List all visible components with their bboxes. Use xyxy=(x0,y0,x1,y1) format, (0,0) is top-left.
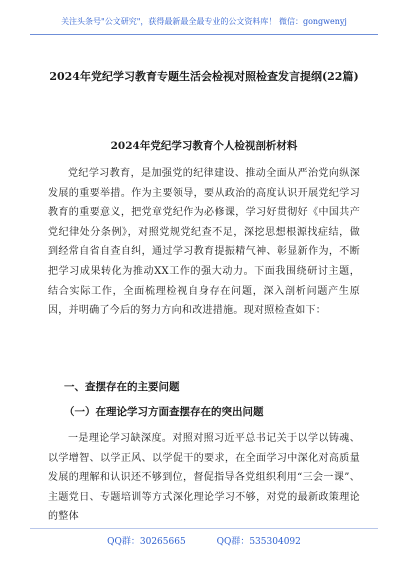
header-divider xyxy=(30,34,378,35)
footer-qq-group-1: QQ群：30265665 xyxy=(107,537,186,547)
section-paragraph: 一是理论学习缺深度。对照对照习近平总书记关于以学以铸魂、以学增智、以学正风、以学促干的要求，在全面学习中深化对高质量发展的理解和认识还不够到位，督促指导各党组织利用“三会一课”、主题党日、专题培训等方式深化理论学习不够，对党的最新政策理论的整体 xyxy=(48,433,360,523)
problems-section xyxy=(48,429,360,527)
header-promo-text: 关注头条号"公文研究"，获得最新最全最专业的公文资料库！ 微信：gongwenyj xyxy=(61,17,347,26)
subsection-heading: （一）在理论学习方面查摆存在的突出问题 xyxy=(64,406,264,418)
intro-section xyxy=(48,164,360,321)
intro-paragraph: 党纪学习教育，是加强党的纪律建设、推动全面从严治党向纵深发展的重要举措。作为主要领导，要从政治的高度认识开展党纪学习教育的重要意义，把党章党纪作为必修课，学习好贯彻好《中国共产党纪律处分条例》，对照党规党纪查不足，深挖思想根源找症结，做到经常自省自查自纠，通过学习教育提振精气神、彰显新作为，不断把学习成果转化为推动XX工作的强大动力。下面我围绕研讨主题，结合实际工作，全面梳理检视自身存在问题，深入剖析问题产生原因，并明确了今后的努力方向和改进措施。现对照检查如下： xyxy=(48,168,360,317)
section-heading: 一、查摆存在的主要问题 xyxy=(64,381,180,393)
footer-qq-group-2: QQ群：535304092 xyxy=(216,537,301,547)
footer xyxy=(0,534,408,547)
footer-divider xyxy=(30,528,378,529)
document-subtitle: 2024年党纪学习教育个人检视剖析材料 xyxy=(110,140,298,152)
document-title: 2024年党纪学习教育专题生活会检视对照检查发言提纲(22篇) xyxy=(49,70,359,83)
